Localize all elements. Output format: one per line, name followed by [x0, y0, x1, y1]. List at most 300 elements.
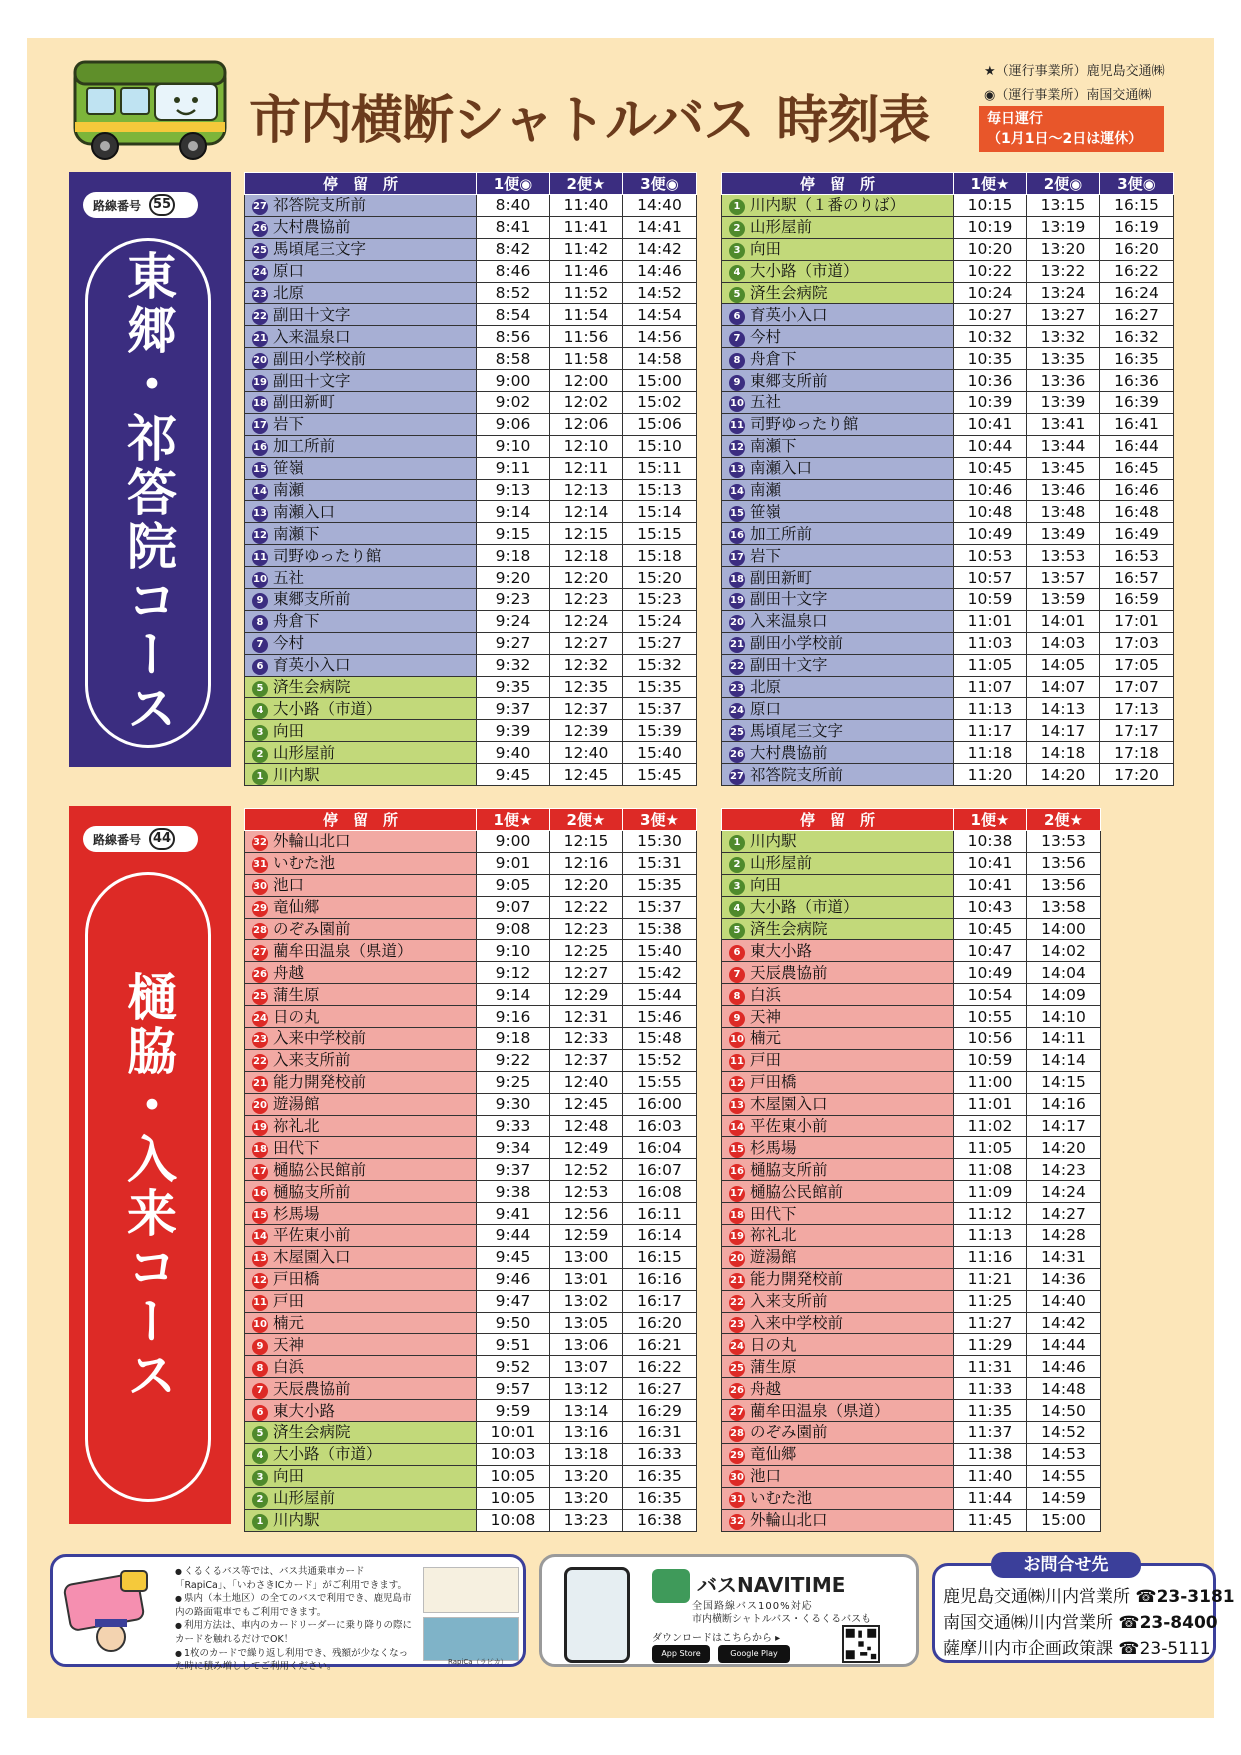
table-row: [722, 698, 1174, 720]
course-name: 樋脇・入来コース: [119, 971, 177, 1403]
table-row: [722, 1137, 1101, 1159]
departure-time: 13:46: [1027, 479, 1100, 501]
departure-time: 9:30: [477, 1093, 550, 1115]
table-row: [722, 720, 1174, 742]
departure-time: 8:42: [477, 238, 550, 260]
departure-time: 11:45: [954, 1509, 1027, 1531]
stop-name: 遊湯館: [273, 1095, 320, 1114]
stop-number: 22: [729, 1295, 745, 1311]
table-row: [245, 501, 697, 523]
stop-name: 藺牟田温泉（県道）: [750, 1401, 890, 1420]
stop-name: 入来支所前: [750, 1292, 828, 1311]
departure-time: 14:52: [1027, 1422, 1101, 1444]
stop-cell: [722, 1334, 954, 1356]
stop-cell: [722, 918, 954, 940]
departure-time: 11:37: [954, 1422, 1027, 1444]
departure-time: 9:52: [477, 1356, 550, 1378]
trip-column-header: 2便★: [1027, 809, 1101, 831]
departure-time: 16:17: [623, 1290, 697, 1312]
departure-time: 15:13: [623, 479, 697, 501]
stop-cell: [722, 304, 954, 326]
stop-name: 竜仙郷: [750, 1445, 797, 1464]
stop-number: 22: [252, 309, 268, 325]
stop-name: 祢礼北: [750, 1226, 797, 1245]
table-row: [245, 962, 697, 984]
table-row: [722, 435, 1174, 457]
departure-time: 9:11: [477, 457, 550, 479]
departure-time: 14:27: [1027, 1203, 1101, 1225]
stop-number: 29: [729, 1448, 745, 1464]
departure-time: 13:22: [1027, 260, 1100, 282]
table-row: [722, 392, 1174, 414]
stop-cell: [722, 1225, 954, 1247]
departure-time: 13:48: [1027, 501, 1100, 523]
departure-time: 9:47: [477, 1290, 550, 1312]
course-panel-55: [69, 172, 231, 767]
departure-time: 10:55: [954, 1006, 1027, 1028]
stop-number: 19: [729, 593, 745, 609]
departure-time: 9:18: [477, 1028, 550, 1050]
departure-time: 10:41: [954, 874, 1027, 896]
table-row: [245, 195, 697, 217]
stop-cell: [722, 654, 954, 676]
departure-time: 14:05: [1027, 654, 1100, 676]
stop-number: 16: [729, 528, 745, 544]
stop-number: 9: [252, 1339, 268, 1355]
departure-time: 14:48: [1027, 1378, 1101, 1400]
stop-name: 入来中学校前: [750, 1314, 844, 1333]
departure-time: 12:35: [550, 676, 623, 698]
departure-time: 9:59: [477, 1400, 550, 1422]
trip-column-header: 3便◉: [623, 173, 697, 195]
stop-number: 10: [729, 1032, 745, 1048]
stop-name: 育英小入口: [273, 656, 351, 675]
stop-cell: [245, 940, 477, 962]
departure-time: 9:22: [477, 1049, 550, 1071]
table-row: [245, 1290, 697, 1312]
stop-number: 23: [729, 1317, 745, 1333]
stop-number: 11: [729, 418, 745, 434]
header-row: [722, 809, 1101, 831]
table-row: [722, 523, 1174, 545]
stop-name: 向田: [750, 240, 782, 259]
stop-cell: [245, 1246, 477, 1268]
stop-name: 副田新町: [750, 568, 813, 587]
table-row: [722, 1093, 1101, 1115]
table-row: [245, 896, 697, 918]
departure-time: 12:13: [550, 479, 623, 501]
stop-number: 8: [252, 615, 268, 631]
stop-name: 能力開発校前: [273, 1073, 367, 1092]
departure-time: 14:24: [1027, 1181, 1101, 1203]
stop-cell: [245, 1268, 477, 1290]
course-name-pill: [85, 872, 211, 1502]
departure-time: 13:44: [1027, 435, 1100, 457]
stop-name: 天神: [750, 1007, 782, 1026]
departure-time: 15:00: [1027, 1509, 1101, 1531]
departure-time: 9:08: [477, 918, 550, 940]
stop-number: 7: [252, 1383, 268, 1399]
departure-time: 11:54: [550, 304, 623, 326]
table-row: [245, 435, 697, 457]
departure-time: 15:48: [623, 1028, 697, 1050]
contact-name: 薩摩川内市企画政策課: [943, 1639, 1113, 1659]
stop-cell: [245, 742, 477, 764]
stop-name: 東郷支所前: [750, 371, 828, 390]
stop-number: 22: [252, 1054, 268, 1070]
stop-number: 9: [252, 593, 268, 609]
stop-name: 馬頃尾三文字: [273, 240, 367, 259]
stop-name: 樋脇支所前: [750, 1160, 828, 1179]
stop-name: 川内駅: [750, 832, 797, 851]
stop-cell: [722, 1246, 954, 1268]
stop-number: 8: [729, 353, 745, 369]
departure-time: 14:59: [1027, 1487, 1101, 1509]
departure-time: 13:20: [1027, 238, 1100, 260]
departure-time: 13:02: [550, 1290, 623, 1312]
stop-number: 29: [252, 901, 268, 917]
course-name-pill: [85, 238, 211, 748]
departure-time: 12:11: [550, 457, 623, 479]
stop-name: 向田: [750, 876, 782, 895]
course-name: 東郷・祁答院コース: [119, 250, 177, 736]
stop-name: 原口: [273, 262, 305, 281]
departure-time: 13:12: [550, 1378, 623, 1400]
table-row: [722, 304, 1174, 326]
stop-name: 山形屋前: [273, 1489, 336, 1508]
stop-name: 入来支所前: [273, 1051, 351, 1070]
stop-cell: [245, 589, 477, 611]
departure-time: 14:13: [1027, 698, 1100, 720]
qr-code-icon[interactable]: [842, 1625, 880, 1663]
stop-number: 24: [252, 1011, 268, 1027]
stop-cell: [722, 260, 954, 282]
departure-time: 16:08: [623, 1181, 697, 1203]
departure-time: 13:14: [550, 1400, 623, 1422]
departure-time: 9:37: [477, 698, 550, 720]
stop-number: 10: [252, 1317, 268, 1333]
stop-name: 舟倉下: [750, 349, 797, 368]
departure-time: 14:42: [623, 238, 697, 260]
stop-number: 9: [729, 1011, 745, 1027]
table-row: [245, 1028, 697, 1050]
stop-number: 25: [252, 243, 268, 259]
departure-time: 12:53: [550, 1181, 623, 1203]
stop-number: 16: [729, 1164, 745, 1180]
table-row: [245, 545, 697, 567]
stop-cell: [722, 567, 954, 589]
stop-number: 2: [252, 1492, 268, 1508]
stop-number: 17: [729, 550, 745, 566]
departure-time: 14:20: [1027, 1137, 1101, 1159]
departure-time: 14:18: [1027, 742, 1100, 764]
stop-cell: [722, 370, 954, 392]
route-number: 44: [149, 828, 175, 850]
departure-time: 13:56: [1027, 874, 1101, 896]
departure-time: 11:29: [954, 1334, 1027, 1356]
header-row: [245, 173, 697, 195]
stop-cell: [722, 874, 954, 896]
departure-time: 12:56: [550, 1203, 623, 1225]
table-row: [245, 457, 697, 479]
stop-name: 司野ゆったり館: [273, 546, 382, 565]
stop-cell: [722, 392, 954, 414]
stop-number: 5: [252, 1426, 268, 1442]
stop-name: 山形屋前: [273, 743, 336, 762]
stop-name: 済生会病院: [750, 920, 828, 938]
departure-time: 17:13: [1100, 698, 1174, 720]
stop-cell: [245, 435, 477, 457]
stop-cell: [245, 326, 477, 348]
stop-cell: [245, 545, 477, 567]
table-row: [245, 1093, 697, 1115]
stop-number: 21: [729, 1273, 745, 1289]
table-row: [245, 1159, 697, 1181]
departure-time: 14:54: [623, 304, 697, 326]
stop-name: 川内駅（１番のりば）: [750, 196, 906, 215]
departure-time: 9:10: [477, 940, 550, 962]
departure-time: 9:45: [477, 1246, 550, 1268]
departure-time: 13:20: [550, 1487, 623, 1509]
table-row: [722, 1487, 1101, 1509]
stop-cell: [245, 1356, 477, 1378]
departure-time: 14:36: [1027, 1268, 1101, 1290]
departure-time: 9:38: [477, 1181, 550, 1203]
contact-row: [943, 1608, 1218, 1633]
stop-name: 大村農協前: [750, 743, 828, 762]
departure-time: 13:24: [1027, 282, 1100, 304]
table-row: [245, 348, 697, 370]
contact-phone: ☎23-3181: [1135, 1587, 1235, 1607]
stop-name: 南瀬入口: [273, 502, 336, 521]
stop-number: 2: [252, 747, 268, 763]
table-row: [722, 654, 1174, 676]
stop-number: 13: [252, 506, 268, 522]
table-row: [722, 589, 1174, 611]
departure-time: 9:32: [477, 654, 550, 676]
ic-card-note: ● 県内（本土地区）の全てのバスで利用でき、鹿児島市内の路面電車でもご利用できます。: [175, 1592, 413, 1619]
stop-number: 6: [729, 309, 745, 325]
departure-time: 14:42: [1027, 1312, 1101, 1334]
departure-time: 11:40: [550, 195, 623, 217]
stop-number: 32: [252, 835, 268, 851]
stop-name: 祢礼北: [273, 1117, 320, 1136]
stop-number: 25: [729, 1361, 745, 1377]
departure-time: 11:18: [954, 742, 1027, 764]
stop-number: 6: [252, 1405, 268, 1421]
stop-number: 31: [252, 857, 268, 873]
table-row: [245, 326, 697, 348]
table-row: [245, 940, 697, 962]
departure-time: 8:40: [477, 195, 550, 217]
table-row: [722, 348, 1174, 370]
timetable-sheet: [27, 38, 1235, 1718]
table-row: [245, 610, 697, 632]
navitime-promo: [539, 1554, 919, 1667]
phone-map-illustration: [564, 1567, 630, 1663]
stop-name: 樋脇公民館前: [273, 1160, 367, 1179]
departure-time: 12:22: [550, 896, 623, 918]
departure-time: 12:40: [550, 1071, 623, 1093]
departure-time: 9:05: [477, 874, 550, 896]
stop-name: 大小路（市道）: [750, 262, 859, 281]
departure-time: 16:31: [623, 1422, 697, 1444]
departure-time: 13:15: [1027, 195, 1100, 217]
stop-name: のぞみ園前: [750, 1423, 828, 1442]
stop-number: 16: [252, 1186, 268, 1202]
table-row: [245, 720, 697, 742]
stop-number: 20: [252, 353, 268, 369]
stop-name: 副田新町: [273, 393, 336, 412]
course-panel-44: [69, 806, 231, 1524]
departure-time: 15:18: [623, 545, 697, 567]
departure-time: 11:02: [954, 1115, 1027, 1137]
stop-number: 15: [729, 1142, 745, 1158]
departure-time: 8:41: [477, 216, 550, 238]
table-row: [722, 896, 1101, 918]
departure-time: 15:37: [623, 896, 697, 918]
stop-number: 18: [729, 572, 745, 588]
google-play-button[interactable]: Google Play: [718, 1645, 790, 1663]
departure-time: 15:44: [623, 984, 697, 1006]
departure-time: 14:56: [623, 326, 697, 348]
departure-time: 15:39: [623, 720, 697, 742]
stop-cell: [245, 216, 477, 238]
stop-number: 20: [252, 1098, 268, 1114]
stop-number: 14: [729, 484, 745, 500]
departure-time: 11:25: [954, 1290, 1027, 1312]
departure-time: 16:03: [623, 1115, 697, 1137]
bus-illustration-icon: [67, 54, 232, 164]
departure-time: 13:35: [1027, 348, 1100, 370]
table-row: [245, 1006, 697, 1028]
stop-name: 済生会病院: [750, 284, 828, 302]
departure-time: 14:23: [1027, 1159, 1101, 1181]
departure-time: 10:59: [954, 1049, 1027, 1071]
stop-cell: [245, 654, 477, 676]
header-row: [722, 173, 1174, 195]
departure-time: 16:33: [623, 1443, 697, 1465]
stop-column-header: 停 留 所: [722, 809, 954, 831]
stop-number: 10: [729, 396, 745, 412]
departure-time: 15:45: [623, 764, 697, 786]
stop-cell: [722, 698, 954, 720]
departure-time: 11:44: [954, 1487, 1027, 1509]
table-row: [245, 632, 697, 654]
rapica-caption: RapiCa（ラピカ）: [448, 1658, 508, 1666]
departure-time: 8:56: [477, 326, 550, 348]
stop-number: 18: [252, 1142, 268, 1158]
table-row: [245, 1400, 697, 1422]
table-row: [245, 1378, 697, 1400]
stop-name: 加工所前: [750, 524, 813, 543]
stop-number: 12: [729, 440, 745, 456]
departure-time: 11:41: [550, 216, 623, 238]
departure-time: 10:38: [954, 831, 1027, 853]
stop-cell: [245, 1312, 477, 1334]
departure-time: 10:41: [954, 852, 1027, 874]
table-row: [722, 874, 1101, 896]
departure-time: 16:38: [623, 1509, 697, 1531]
stop-cell: [722, 720, 954, 742]
departure-time: 13:59: [1027, 589, 1100, 611]
stop-cell: [245, 1443, 477, 1465]
departure-time: 14:28: [1027, 1225, 1101, 1247]
stop-name: 入来温泉口: [750, 612, 828, 631]
stop-name: 日の丸: [750, 1335, 797, 1354]
stop-cell: [245, 567, 477, 589]
departure-time: 10:22: [954, 260, 1027, 282]
departure-time: 14:16: [1027, 1093, 1101, 1115]
departure-time: 8:54: [477, 304, 550, 326]
stop-cell: [245, 282, 477, 304]
departure-time: 12:37: [550, 1049, 623, 1071]
departure-time: 13:07: [550, 1356, 623, 1378]
stop-name: 戸田橋: [750, 1073, 797, 1092]
table-row: [722, 1509, 1101, 1531]
table-row: [722, 831, 1101, 853]
stop-number: 27: [252, 945, 268, 961]
table-row: [245, 392, 697, 414]
departure-time: 11:13: [954, 698, 1027, 720]
departure-time: 14:20: [1027, 764, 1100, 786]
departure-time: 12:14: [550, 501, 623, 523]
departure-time: 16:48: [1100, 501, 1174, 523]
stop-name: 舟越: [750, 1379, 782, 1398]
stop-number: 4: [252, 703, 268, 719]
departure-time: 9:14: [477, 984, 550, 1006]
departure-time: 9:39: [477, 720, 550, 742]
departure-time: 9:25: [477, 1071, 550, 1093]
departure-time: 11:03: [954, 632, 1027, 654]
stop-cell: [722, 831, 954, 853]
departure-time: 11:05: [954, 1137, 1027, 1159]
app-store-button[interactable]: App Store: [652, 1645, 710, 1663]
stop-cell: [245, 1181, 477, 1203]
departure-time: 13:45: [1027, 457, 1100, 479]
departure-time: 11:16: [954, 1246, 1027, 1268]
stop-name: 樋脇公民館前: [750, 1182, 844, 1201]
stop-cell: [245, 852, 477, 874]
departure-time: 17:01: [1100, 610, 1174, 632]
departure-time: 9:16: [477, 1006, 550, 1028]
stop-name: 東大小路: [273, 1401, 336, 1420]
stop-cell: [245, 1159, 477, 1181]
stop-number: 11: [252, 550, 268, 566]
departure-time: 17:07: [1100, 676, 1174, 698]
stop-number: 18: [252, 396, 268, 412]
stop-name: 竜仙郷: [273, 898, 320, 917]
stop-name: 東大小路: [750, 941, 813, 960]
departure-time: 16:36: [1100, 370, 1174, 392]
stop-number: 26: [729, 747, 745, 763]
table-row: [722, 457, 1174, 479]
stop-name: 東郷支所前: [273, 590, 351, 609]
stop-number: 5: [729, 287, 745, 303]
stop-name: 外輪山北口: [273, 832, 351, 851]
departure-time: 11:52: [550, 282, 623, 304]
stop-cell: [722, 1356, 954, 1378]
header-row: [245, 809, 697, 831]
table-row: [722, 1290, 1101, 1312]
table-row: [245, 1225, 697, 1247]
stop-name: 副田小学校前: [273, 349, 367, 368]
stop-name: 戸田: [750, 1051, 782, 1070]
stop-cell: [722, 984, 954, 1006]
stop-number: 12: [252, 528, 268, 544]
stop-name: 平佐東小前: [750, 1117, 828, 1136]
stop-cell: [722, 1509, 954, 1531]
